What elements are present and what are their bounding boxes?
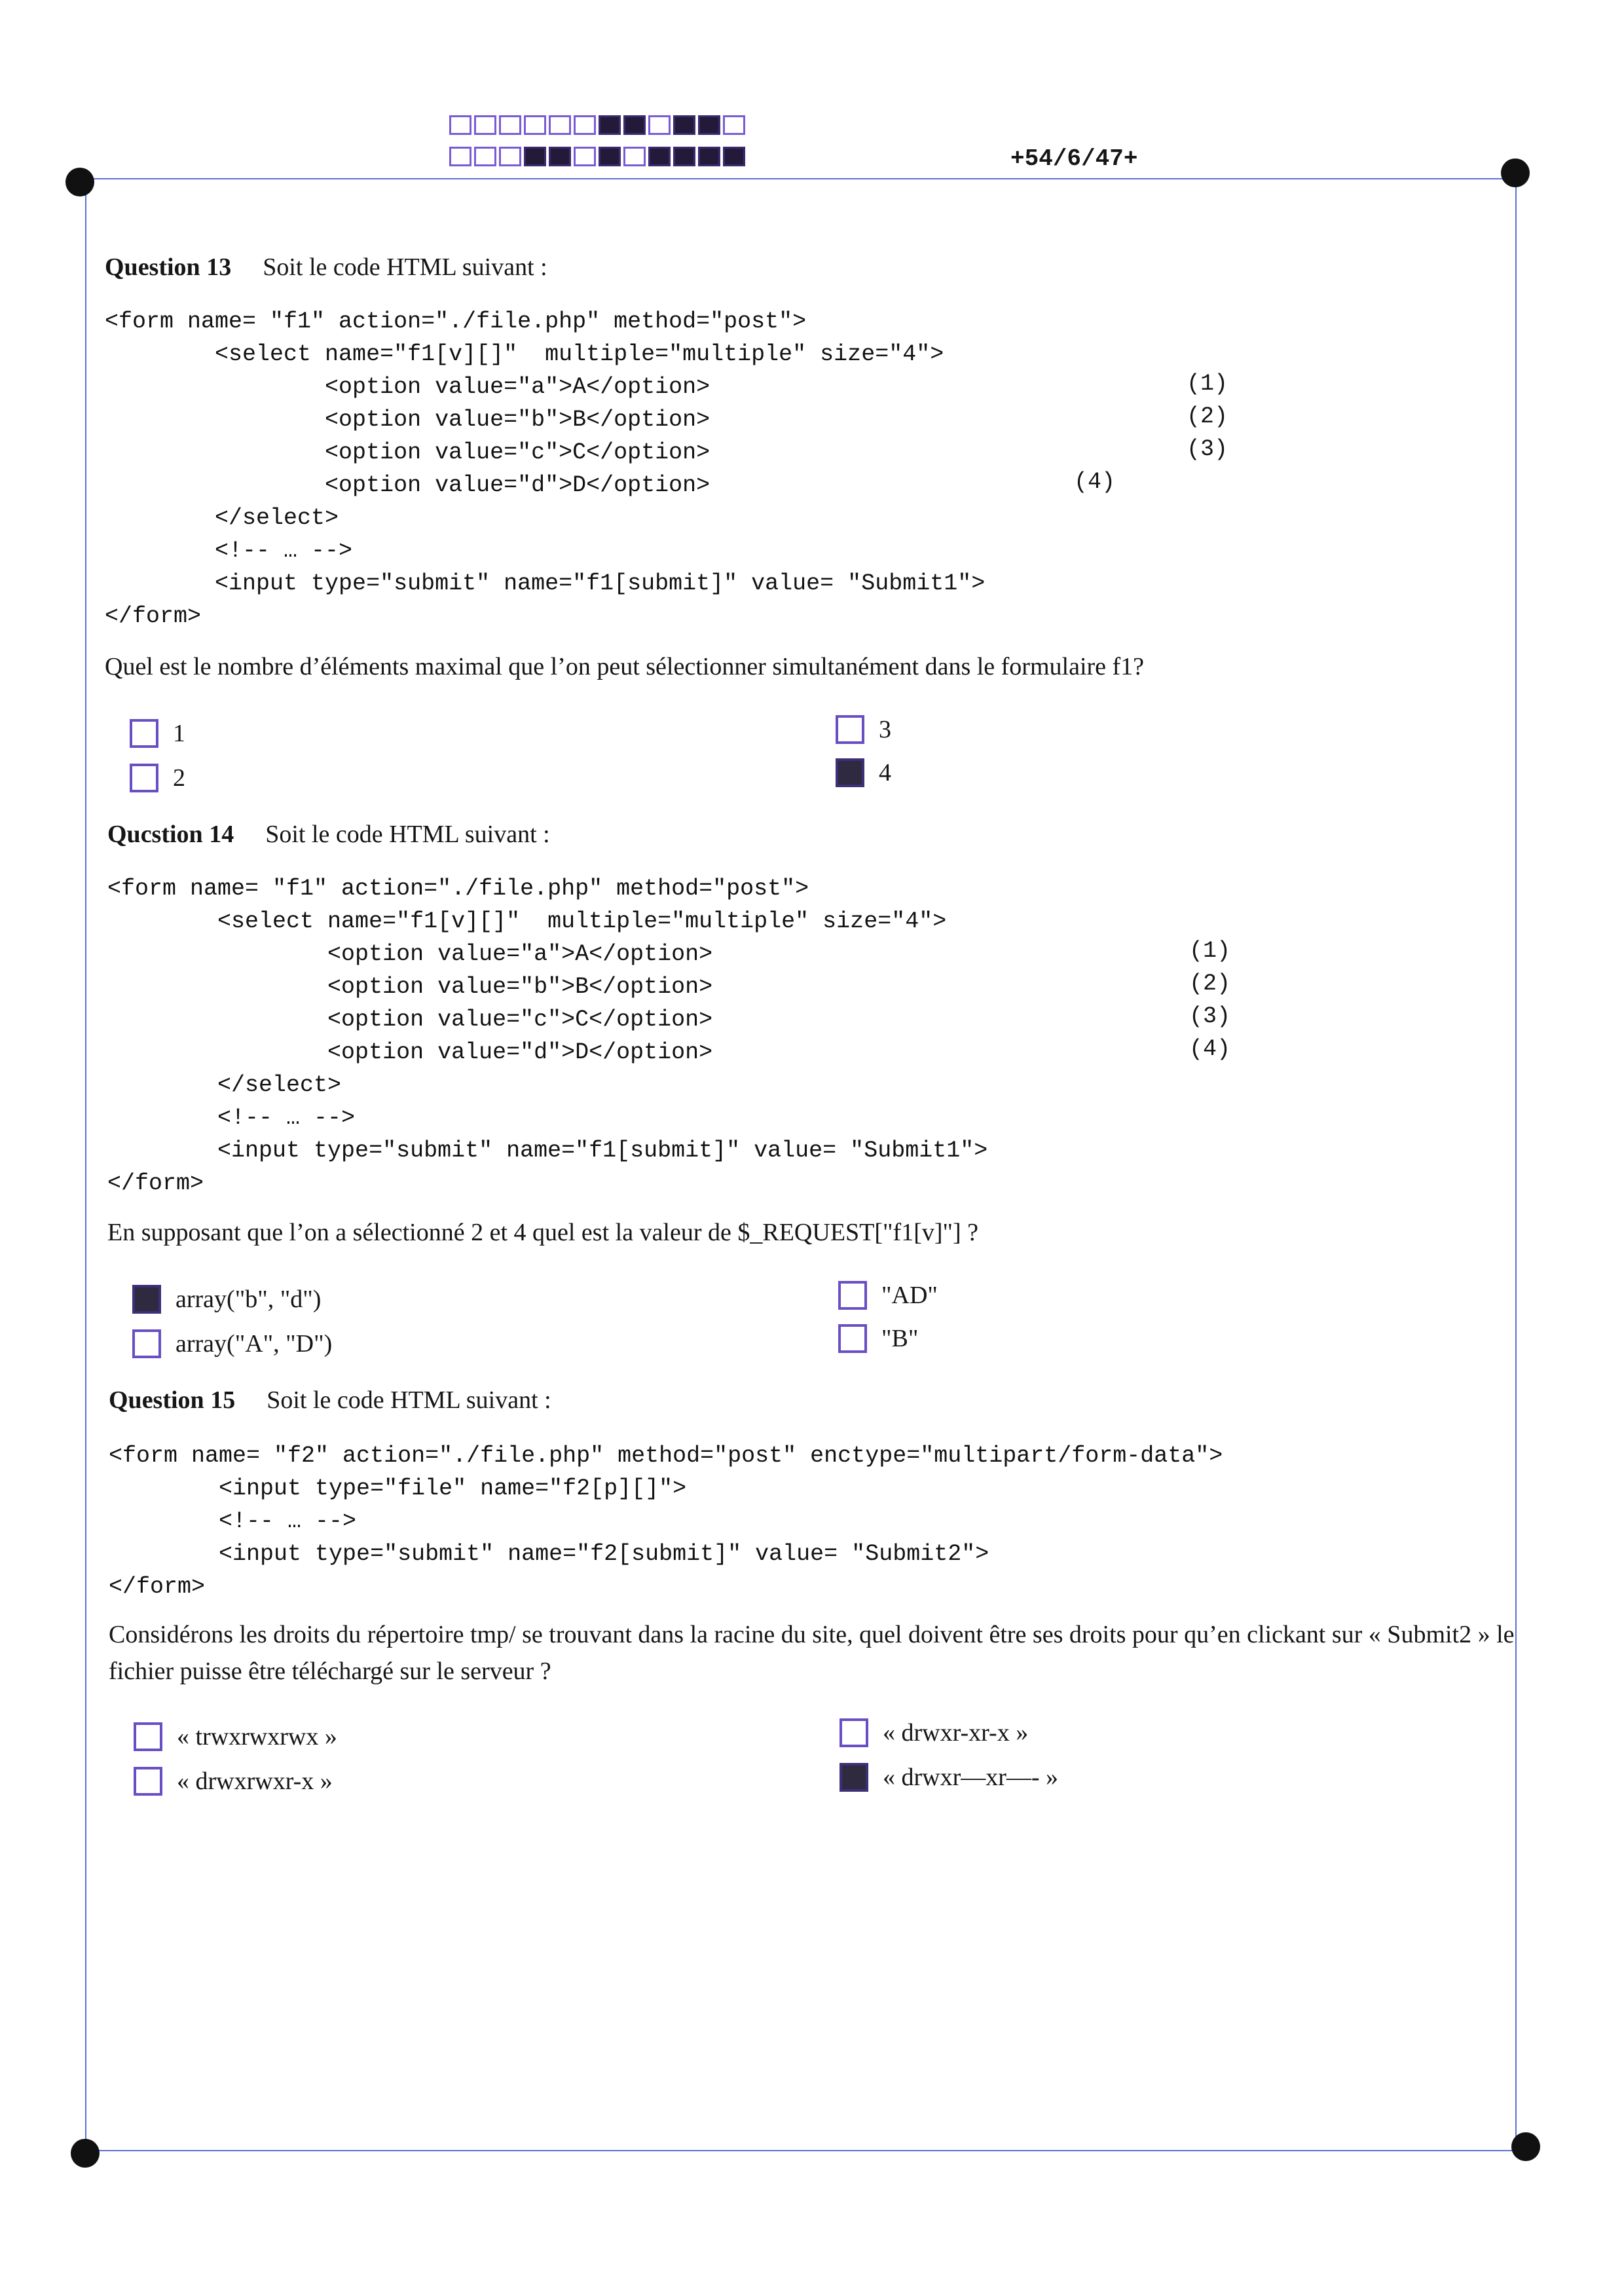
barcode-cell <box>574 115 596 135</box>
answer-option[interactable] <box>838 1324 918 1353</box>
question-15-prompt: Considérons les droits du répertoire tmp/ se trouvant dans la racine du site, quel doivent être ses droits pour qu’en clickant sur « Submit2 » le fichier puisse être téléchargé sur le serveur ? <box>109 1621 1515 1685</box>
question-intro: Soit le code HTML suivant : <box>265 821 550 848</box>
answer-label: array("b", "d") <box>175 1286 322 1313</box>
barcode-cell <box>698 115 720 135</box>
question-14-code-block <box>107 872 987 1200</box>
code-line-number: (2) <box>1187 403 1228 430</box>
answer-label: array("A", "D") <box>175 1330 333 1358</box>
answer-checkbox[interactable] <box>134 1722 162 1751</box>
barcode-cell <box>524 115 546 135</box>
answer-label: « drwxr-xr-x » <box>883 1719 1029 1747</box>
answer-checkbox[interactable] <box>134 1767 162 1796</box>
code-line-number: (2) <box>1189 971 1231 997</box>
code-line-number: (4) <box>1074 469 1116 495</box>
code-line: <option value="a">A</option> <box>107 941 713 967</box>
answer-label: 3 <box>879 716 891 743</box>
code-line: <!-- … --> <box>109 1508 357 1534</box>
registration-mark-top-left <box>65 168 94 196</box>
answer-option[interactable] <box>132 1329 332 1358</box>
answer-label: 4 <box>879 759 891 787</box>
code-line: <input type="file" name="f2[p][]"> <box>109 1475 687 1502</box>
barcode-cell <box>599 115 621 135</box>
code-line: <option value="b">B</option> <box>105 407 710 433</box>
registration-mark-top-right <box>1501 158 1530 187</box>
answer-label: « trwxrwxrwx » <box>177 1723 337 1750</box>
page-id: +54/6/47+ <box>1010 145 1138 172</box>
code-line-number: (3) <box>1187 436 1228 462</box>
answer-checkbox-checked[interactable] <box>840 1763 868 1792</box>
question-intro: Soit le code HTML suivant : <box>263 253 547 281</box>
barcode-cell <box>474 115 496 135</box>
code-line-number: (1) <box>1187 371 1228 397</box>
code-line: <option value="d">D</option> <box>105 472 710 498</box>
answer-option[interactable] <box>836 758 891 787</box>
code-line: <input type="submit" name="f2[submit]" value= "Submit2"> <box>109 1541 989 1567</box>
answer-checkbox[interactable] <box>130 764 158 792</box>
code-line: <form name= "f1" action="./file.php" method="post"> <box>105 308 807 335</box>
barcode-cell <box>449 115 471 135</box>
barcode-cell <box>599 147 621 166</box>
code-line: </select> <box>107 1072 342 1098</box>
barcode-cell <box>648 115 671 135</box>
code-line: <option value="b">B</option> <box>107 974 713 1000</box>
question-14-header <box>107 820 550 849</box>
question-label: Question 15 <box>109 1386 236 1414</box>
code-line: <select name="f1[v][]" multiple="multiple" size="4"> <box>107 908 947 935</box>
answer-option[interactable] <box>838 1281 938 1310</box>
answer-checkbox[interactable] <box>836 715 864 744</box>
code-line: <form name= "f2" action="./file.php" method="post" enctype="multipart/form-data"> <box>109 1443 1223 1469</box>
code-line: <!-- … --> <box>105 538 353 564</box>
code-line: <option value="c">C</option> <box>105 439 710 466</box>
answer-label: « drwxrwxr-x » <box>177 1768 333 1795</box>
code-line: </form> <box>105 603 202 629</box>
barcode-cell <box>623 115 646 135</box>
answer-checkbox[interactable] <box>838 1281 867 1310</box>
code-line: <input type="submit" name="f1[submit]" value= "Submit1"> <box>105 570 986 597</box>
answer-checkbox[interactable] <box>838 1324 867 1353</box>
barcode-cell <box>723 147 745 166</box>
answer-option[interactable] <box>134 1767 333 1796</box>
barcode-cell <box>499 115 521 135</box>
code-line: <!-- … --> <box>107 1105 356 1131</box>
code-line: <form name= "f1" action="./file.php" method="post"> <box>107 876 809 902</box>
answer-option[interactable] <box>134 1722 337 1751</box>
question-13-header <box>105 253 547 282</box>
barcode-row-1 <box>449 115 745 135</box>
barcode-cell <box>524 147 546 166</box>
barcode-cell <box>623 147 646 166</box>
answer-checkbox-checked[interactable] <box>836 758 864 787</box>
code-line-number: (3) <box>1189 1003 1231 1029</box>
code-line: <option value="c">C</option> <box>107 1007 713 1033</box>
code-line-number: (4) <box>1189 1036 1231 1062</box>
registration-mark-bottom-right <box>1511 2132 1540 2161</box>
question-label: Question 13 <box>105 253 232 281</box>
answer-option[interactable] <box>132 1285 321 1314</box>
answer-option[interactable] <box>130 764 185 792</box>
answer-label: 1 <box>173 720 185 747</box>
barcode-cell <box>673 147 695 166</box>
code-line: <input type="submit" name="f1[submit]" value= "Submit1"> <box>107 1138 988 1164</box>
code-line: </form> <box>107 1170 204 1196</box>
barcode-cell <box>673 115 695 135</box>
barcode-cell <box>449 147 471 166</box>
code-line: <select name="f1[v][]" multiple="multiple" size="4"> <box>105 341 944 367</box>
barcode-cell <box>474 147 496 166</box>
question-intro: Soit le code HTML suivant : <box>267 1386 551 1414</box>
barcode-cell <box>549 147 571 166</box>
question-15-code-block <box>109 1439 1223 1603</box>
code-line: </form> <box>109 1574 206 1600</box>
barcode-cell <box>574 147 596 166</box>
question-13-prompt: Quel est le nombre d’éléments maximal que l’on peut sélectionner simultanément dans le formulaire f1? <box>105 653 1145 680</box>
barcode-cell <box>499 147 521 166</box>
barcode-cell <box>698 147 720 166</box>
barcode-row-2 <box>449 147 745 166</box>
barcode-cell <box>723 115 745 135</box>
code-line: <option value="d">D</option> <box>107 1039 713 1065</box>
answer-option[interactable] <box>840 1763 1058 1792</box>
code-line: </select> <box>105 505 339 531</box>
answer-label: « drwxr—xr—- » <box>883 1764 1059 1791</box>
answer-label: "AD" <box>881 1282 938 1309</box>
answer-checkbox[interactable] <box>132 1329 161 1358</box>
question-14-prompt: En supposant que l’on a sélectionné 2 et 4 quel est la valeur de $_REQUEST["f1[v]"] ? <box>107 1219 979 1246</box>
answer-checkbox[interactable] <box>840 1718 868 1747</box>
answer-option[interactable] <box>836 715 891 744</box>
barcode-cell <box>648 147 671 166</box>
question-label: Qucstion 14 <box>107 821 234 848</box>
code-line: <option value="a">A</option> <box>105 374 710 400</box>
question-15-header <box>109 1386 551 1415</box>
barcode-cell <box>549 115 571 135</box>
question-13-code-block <box>105 305 985 633</box>
answer-option[interactable] <box>840 1718 1028 1747</box>
answer-label: "B" <box>881 1325 919 1352</box>
answer-checkbox-checked[interactable] <box>132 1285 161 1314</box>
registration-mark-bottom-left <box>71 2139 100 2168</box>
code-line-number: (1) <box>1189 938 1231 964</box>
answer-checkbox[interactable] <box>130 719 158 748</box>
answer-label: 2 <box>173 764 185 792</box>
answer-option[interactable] <box>130 719 185 748</box>
